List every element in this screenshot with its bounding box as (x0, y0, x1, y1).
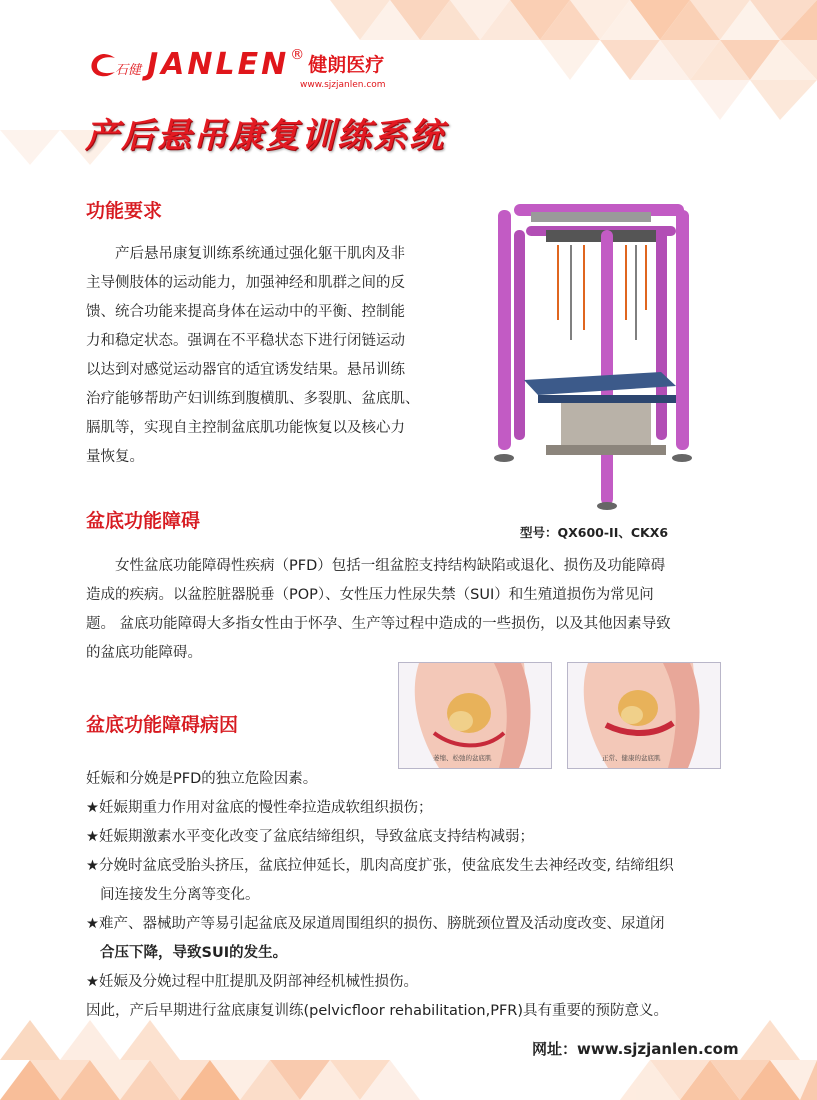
list-item: ★妊娠及分娩过程中肛提肌及阴部神经机械性损伤。 (86, 974, 418, 990)
section-pfd-body (86, 552, 766, 668)
list-item: ★难产、器械助产等易引起盆底及尿道周围组织的损伤、膀胱颈位置及活动度改变、尿道闭 (86, 916, 665, 932)
registered-mark: ® (290, 47, 305, 63)
logo-swoosh-icon (85, 48, 145, 82)
logo-chinese-name: 健朗医疗 (308, 54, 385, 76)
list-item: 因此，产后早期进行盆底康复训练(pelvicfloor rehabilitation,PFR)具有重要的预防意义。 (86, 1003, 669, 1019)
text-line: 馈、统合功能来提高身体在运动中的平衡、控制能 (86, 304, 405, 320)
text-line: 造成的疾病。以盆腔脏器脱垂（POP）、女性压力性尿失禁（SUI）和生殖道损伤为常见问 (86, 587, 654, 603)
footer-triangle-pattern (0, 1020, 817, 1100)
section-title-causes: 盆底功能障碍病因 (86, 714, 239, 736)
section-title-function: 功能要求 (86, 200, 163, 222)
text-line: 女性盆底功能障碍性疾病（PFD）包括一组盆腔支持结构缺陷或退化、损伤及功能障碍 (115, 558, 666, 574)
list-item-continued: 间连接发生分离等变化。 (100, 887, 260, 903)
text-line: 主导侧肢体的运动能力，加强神经和肌群之间的反 (86, 275, 405, 291)
suspension-frame-image (486, 190, 701, 515)
text-line: 量恢复。 (86, 449, 144, 465)
list-item: ★妊娠期激素水平变化改变了盆底结缔组织，导致盆底支持结构减弱； (86, 829, 534, 845)
section-function-body (86, 240, 476, 472)
list-item: 妊娠和分娩是PFD的独立危险因素。 (86, 771, 318, 787)
list-item: ★妊娠期重力作用对盆底的慢性牵拉造成软组织损伤； (86, 800, 433, 816)
pelvic-floor-diagram-healthy (567, 662, 721, 769)
causes-list (86, 765, 756, 1026)
footer-website: 网址：www.sjzjanlen.com (532, 1040, 739, 1058)
list-item-continued: 合压下降，导致SUI的发生。 (100, 945, 288, 961)
pelvic-floor-diagram-weak (398, 662, 552, 769)
text-line: 力和稳定状态。强调在不平稳状态下进行闭链运动 (86, 333, 405, 349)
logo-cn-prefix: 石健 (115, 63, 142, 78)
list-item: ★分娩时盆底受胎头挤压，盆底拉伸延长，肌肉高度扩张，使盆底发生去神经改变, 结缔组织 (86, 858, 674, 874)
section-title-pfd: 盆底功能障碍 (86, 510, 201, 532)
text-line: 题。 盆底功能障碍大多指女性由于怀孕、生产等过程中造成的一些损伤，以及其他因素导致 (86, 616, 671, 632)
diagram-label: 正常、健康的盆底肌 (602, 754, 661, 762)
logo-wordmark: JANLEN (147, 47, 290, 82)
text-line: 以达到对感觉运动器官的适宜诱发结果。悬吊训练 (86, 362, 405, 378)
company-logo (85, 48, 384, 82)
diagram-label: 萎缩、松弛的盆底肌 (433, 754, 492, 762)
text-line: 膈肌等，实现自主控制盆底肌功能恢复以及核心力 (86, 420, 405, 436)
logo-url: www.sjzjanlen.com (300, 80, 386, 90)
text-line: 的盆底功能障碍。 (86, 645, 202, 661)
text-line: 产后悬吊康复训练系统通过强化躯干肌肉及非 (115, 246, 405, 262)
text-line: 治疗能够帮助产妇训练到腹横肌、多裂肌、盆底肌、 (86, 391, 420, 407)
product-model-caption: 型号：QX600-II、CKX6 (520, 525, 669, 540)
page-title: 产后悬吊康复训练系统 (85, 116, 445, 156)
